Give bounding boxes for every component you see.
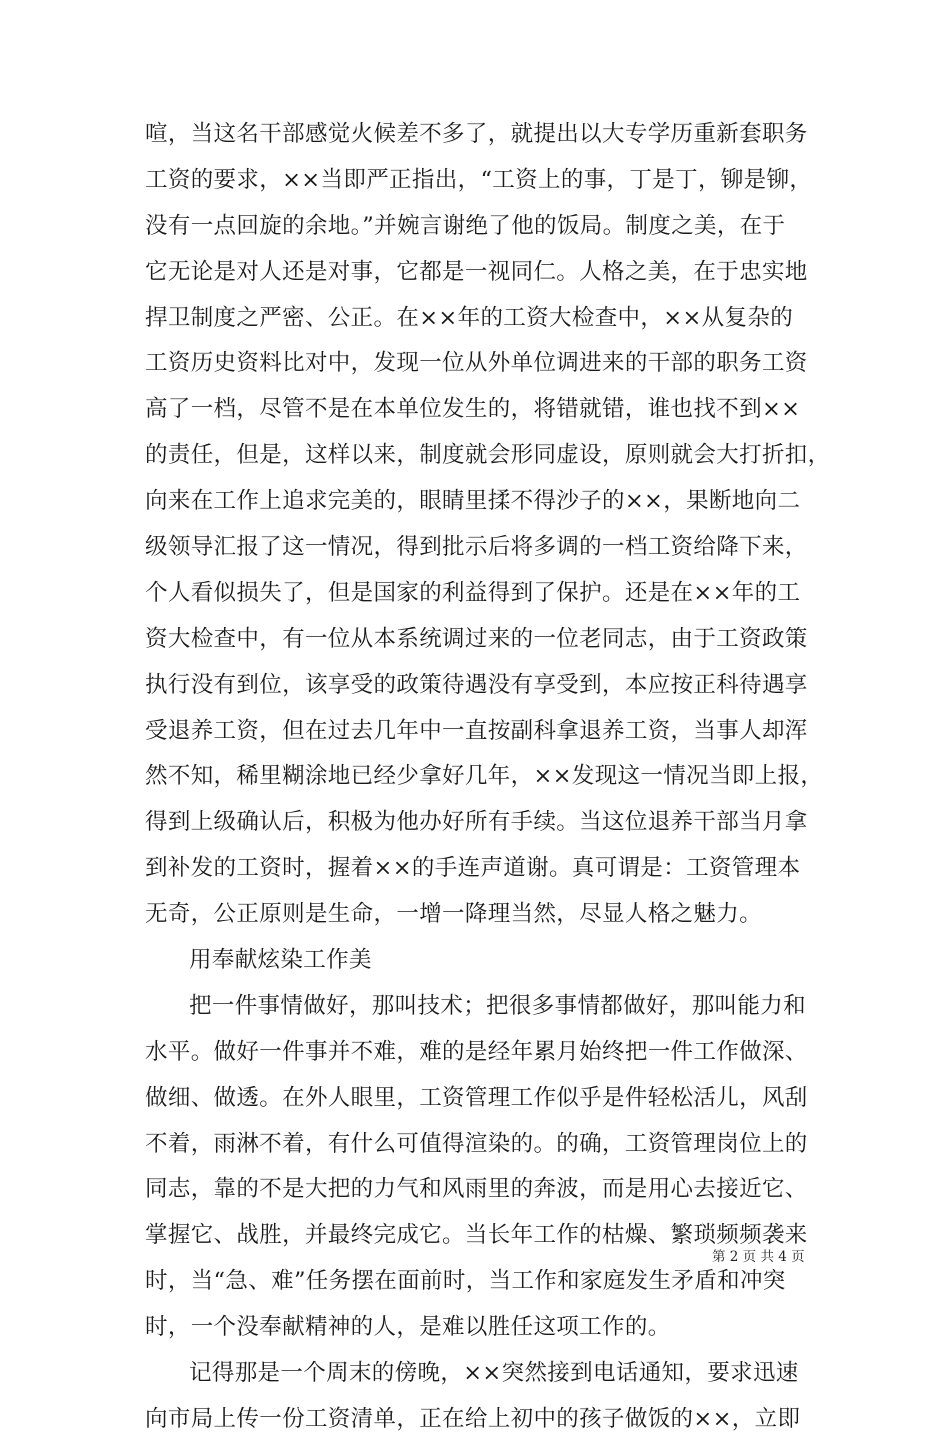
text-line: 同志，靠的不是大把的力气和风雨里的奔波，而是用心去接近它、 xyxy=(145,1176,808,1203)
text-line: 记得那是一个周末的傍晚，××突然接到电话通知，要求迅速 xyxy=(189,1360,799,1387)
text-line: 执行没有到位，该享受的政策待遇没有享受到，本应按正科待遇享 xyxy=(145,671,808,698)
text-line: 时，当“急、难”任务摆在面前时，当工作和家庭发生矛盾和冲突 xyxy=(145,1268,786,1295)
page-number-footer: 第 2 页 共 4 页 xyxy=(712,1249,805,1265)
text-line: 然不知，稀里糊涂地已经少拿好几年，××发现这一情况当即上报， xyxy=(145,763,824,790)
text-line: 掌握它、战胜，并最终完成它。当长年工作的枯燥、繁琐频频袭来 xyxy=(145,1222,808,1249)
text-line: 得到上级确认后，积极为他办好所有手续。当这位退养干部当月拿 xyxy=(145,809,808,836)
text-line: 向来在工作上追求完美的，眼睛里揉不得沙子的××，果断地向二 xyxy=(145,488,801,515)
text-line: 级领导汇报了这一情况，得到批示后将多调的一档工资给降下来， xyxy=(145,534,808,561)
text-line: 喧，当这名干部感觉火候差不多了，就提出以大专学历重新套职务 xyxy=(145,121,808,147)
text-line: 资大检查中，有一位从本系统调过来的一位老同志，由于工资政策 xyxy=(145,625,808,652)
body-text xyxy=(145,112,831,1443)
text-line: 高了一档，尽管不是在本单位发生的，将错就错，谁也找不到×× xyxy=(145,396,801,423)
text-line: 到补发的工资时，握着××的手连声道谢。真可谓是：工资管理本 xyxy=(145,855,801,882)
text-line: 工资历史资料比对中，发现一位从外单位调进来的干部的职务工资 xyxy=(145,350,808,377)
text-line: 工资的要求，××当即严正指出，“工资上的事，丁是丁，铆是铆， xyxy=(145,166,813,193)
text-line: 个人看似损失了，但是国家的利益得到了保护。还是在××年的工 xyxy=(145,579,801,606)
text-line: 向市局上传一份工资清单，正在给上初中的孩子做饭的××，立即 xyxy=(145,1405,801,1432)
text-line: 把一件事情做好，那叫技术；把很多事情都做好，那叫能力和 xyxy=(189,992,806,1019)
text-line: 的责任，但是，这样以来，制度就会形同虚设，原则就会大打折扣， xyxy=(145,442,831,469)
text-line: 无奇，公正原则是生命，一增一降理当然，尽显人格之魅力。 xyxy=(145,901,762,928)
text-line: 做细、做透。在外人眼里，工资管理工作似乎是件轻松活儿，风刮 xyxy=(145,1084,808,1111)
text-line: 它无论是对人还是对事，它都是一视同仁。人格之美，在于忠实地 xyxy=(145,258,808,285)
section-heading: 用奉献炫染工作美 xyxy=(189,947,372,974)
text-line: 水平。做好一件事并不难，难的是经年累月始终把一件工作做深、 xyxy=(145,1038,808,1065)
text-line: 捍卫制度之严密、公正。在××年的工资大检查中，××从复杂的 xyxy=(145,304,794,331)
text-line: 没有一点回旋的余地。”并婉言谢绝了他的饭局。制度之美，在于 xyxy=(145,212,786,239)
text-line: 受退养工资，但在过去几年中一直按副科拿退养工资，当事人却浑 xyxy=(145,717,808,744)
text-line: 时，一个没奉献精神的人，是难以胜任这项工作的。 xyxy=(145,1314,671,1341)
text-line: 不着，雨淋不着，有什么可值得渲染的。的确，工资管理岗位上的 xyxy=(145,1130,808,1157)
